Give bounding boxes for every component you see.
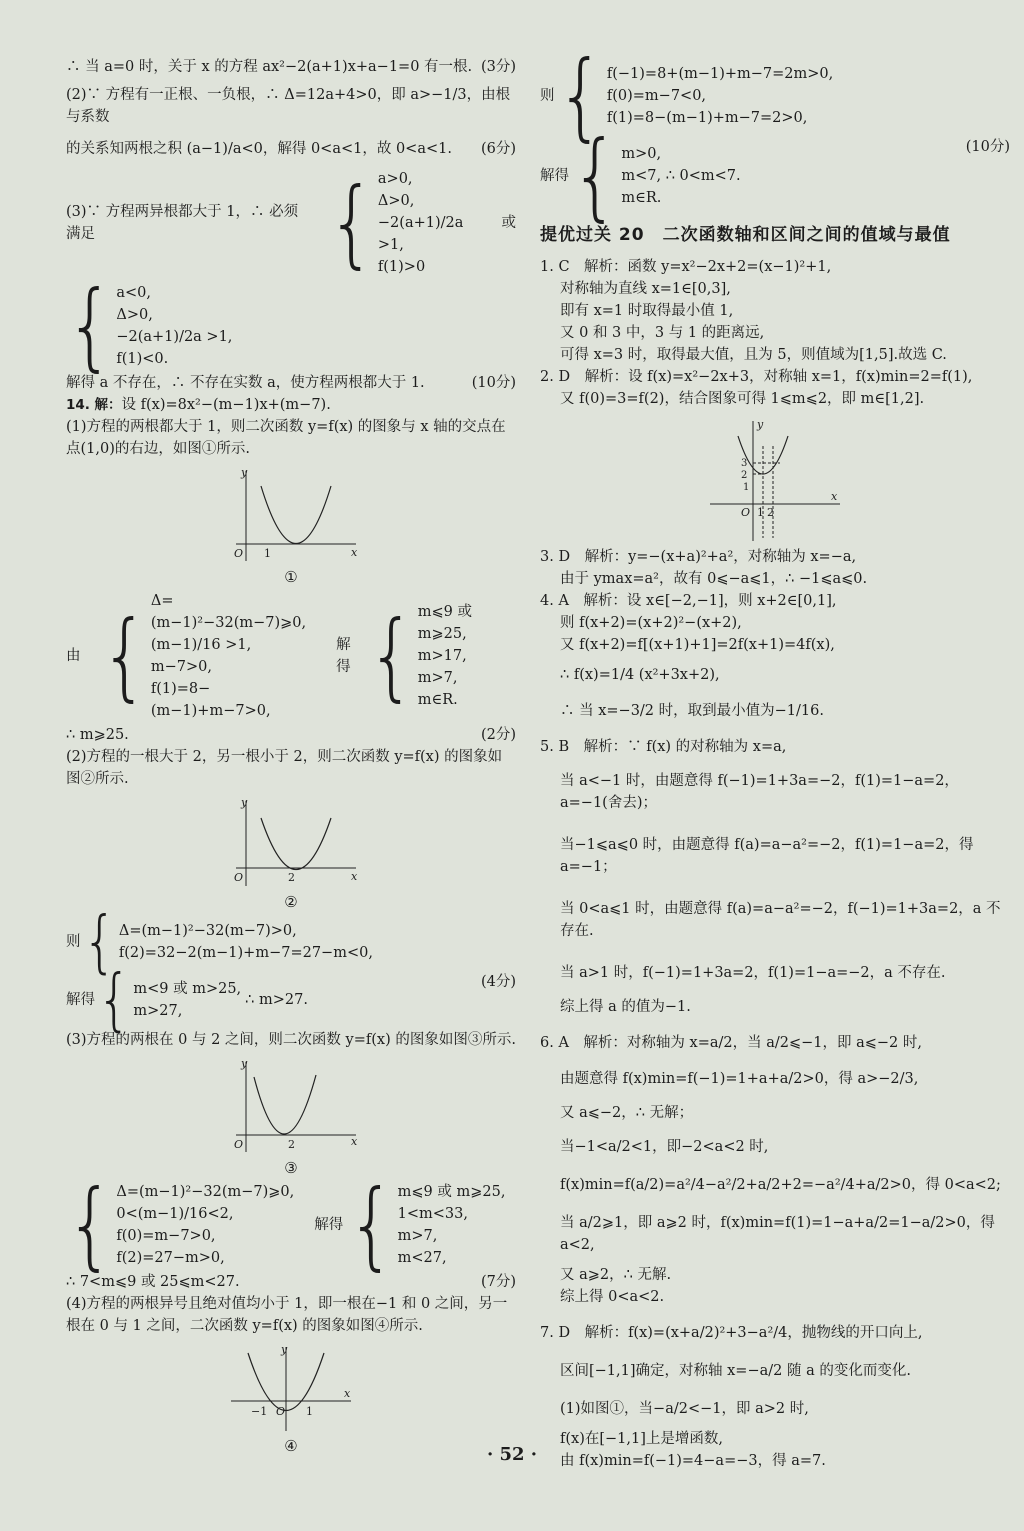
text-line: 综上得 0<a<2.: [560, 1289, 665, 1305]
text-line: 当 a<−1 时，由题意得 f(−1)=1+3a=−2，f(1)=1−a=2，a=−1(舍去)；: [560, 773, 959, 811]
score: (7分): [480, 1274, 516, 1290]
eq: f(1)=8−(m−1)+m−7>0,: [150, 681, 271, 719]
text-line: 又 f(0)=3=f(2)，结合图象可得 1⩽m⩽2，即 m∈[1,2].: [560, 391, 925, 407]
text-line: 当−1<a/2<1，即−2<a<2 时,: [560, 1139, 769, 1155]
eq: a<0,: [116, 285, 151, 301]
eq: f(1)>0: [377, 259, 426, 275]
text-line: 解得: [66, 992, 95, 1008]
eq: −2(a+1)/2a >1,: [116, 329, 233, 345]
figure-2: [216, 796, 366, 891]
eq: 0<(m−1)/16<2,: [116, 1206, 234, 1222]
score: (10分): [965, 139, 1010, 155]
eq: f(0)=m−7<0,: [606, 88, 707, 104]
text-line: 由题意得 f(x)min=f(−1)=1+a+a/2>0，得 a>−2/3,: [560, 1071, 919, 1087]
system-5-result: { m⩽9 或 m⩾25, 1<m<33, m>7, m<27,: [347, 1168, 506, 1280]
eq: m>7,: [417, 670, 458, 686]
eq: m<7, ∴ 0<m<7.: [621, 168, 741, 184]
eq: f(−1)=8+(m−1)+m−7=2m>0,: [606, 66, 834, 82]
text-line: (2)∵ 方程有一正根、一负根，∴ Δ=12a+4>0，即 a>−1/3，由根与系数: [66, 87, 511, 125]
text-line: 又 a⩾2，∴ 无解.: [560, 1267, 672, 1283]
system-3-result: { m⩽9 或 m⩾25, m>17, m>7, m∈R.: [367, 601, 516, 711]
eq: m>17,: [417, 648, 467, 664]
text-line: 4. A 解析：设 x∈[−2,−1]，则 x+2∈[0,1],: [540, 593, 837, 609]
text-line: 1. C 解析：函数 y=x²−2x+2=(x−1)²+1,: [540, 259, 832, 275]
answer-2-graph: [705, 416, 845, 546]
eq: Δ=(m−1)²−32(m−7)⩾0,: [150, 593, 307, 631]
svg-text:1: 1: [306, 1405, 313, 1418]
svg-text:1: 1: [757, 506, 764, 519]
score: (10分): [471, 375, 516, 391]
svg-text:x: x: [351, 1135, 358, 1148]
svg-text:x: x: [831, 490, 838, 503]
svg-text:2: 2: [741, 470, 748, 481]
svg-text:y: y: [241, 466, 248, 479]
text-line: 当−1⩽a⩽0 时，由题意得 f(a)=a−a²=−2，f(1)=1−a=2，得 a=−1；: [560, 837, 974, 875]
figure-caption: ④: [284, 1437, 298, 1455]
figure-4: [226, 1343, 356, 1435]
eq: Δ>0,: [116, 307, 153, 323]
text-line: 对称轴为直线 x=1∈[0,3],: [560, 281, 731, 297]
eq: m>7,: [397, 1228, 438, 1244]
text-line: 由于 ymax=a²，故有 0⩽−a⩽1，∴ −1⩽a⩽0.: [560, 571, 868, 587]
text-line: ∴ f(x)=1/4 (x²+3x+2),: [560, 667, 720, 683]
text-line: 5. B 解析：∵ f(x) 的对称轴为 x=a,: [540, 739, 787, 755]
svg-text:−1: −1: [251, 1405, 268, 1418]
text-line: 6. A 解析：对称轴为 x=a/2，当 a/2⩽−1，即 a⩽−2 时,: [540, 1035, 922, 1051]
text-line: 又 a⩽−2，∴ 无解；: [560, 1105, 694, 1121]
eq: f(2)=32−2(m−1)+m−7=27−m<0,: [118, 945, 373, 961]
text-line: 可得 x=3 时，取得最大值，且为 5，则值域为[1,5].故选 C.: [560, 347, 947, 363]
eq: f(1)<0.: [116, 351, 169, 367]
page-number: · 52 ·: [486, 1444, 538, 1465]
svg-text:O: O: [234, 871, 244, 884]
text-line: 或: [501, 215, 516, 231]
text-line: 即有 x=1 时取得最小值 1,: [560, 303, 734, 319]
text-line: 由 f(x)min=f(−1)=4−a=−3，得 a=7.: [560, 1453, 826, 1469]
text-line: (1)方程的两根都大于 1，则二次函数 y=f(x) 的图象与 x 轴的交点在点(1,0)的右边，如图①所示.: [66, 419, 506, 457]
text-line: 由: [66, 648, 81, 664]
figure-caption: ③: [284, 1159, 298, 1177]
text-line: 当 a>1 时，f(−1)=1+3a=2，f(1)=1−a=−2，a 不存在.: [560, 965, 946, 981]
text-line: 又 0 和 3 中，3 与 1 的距离远,: [560, 325, 765, 341]
text-line: 区间[−1,1]确定，对称轴 x=−a/2 随 a 的变化而变化.: [560, 1363, 911, 1379]
text-line: ∴ m⩾25.: [66, 727, 129, 743]
answer-1: [540, 256, 1010, 366]
svg-text:1: 1: [743, 482, 750, 493]
svg-text:y: y: [241, 796, 248, 809]
system-6-result: { m>0, m<7, ∴ 0<m<7. m∈R.: [571, 119, 741, 231]
text-line: ∴ m>27.: [245, 992, 308, 1008]
eq: m>27,: [133, 1003, 183, 1019]
eq: a>0,: [377, 171, 413, 187]
text-line: 设 f(x)=8x²−(m−1)x+(m−7).: [121, 397, 331, 413]
text-line: 7. D 解析：f(x)=(x+a/2)²+3−a²/4，抛物线的开口向上,: [540, 1325, 923, 1341]
eq: 1<m<33,: [397, 1206, 468, 1222]
eq: f(2)=27−m>0,: [116, 1250, 225, 1266]
answer-6: [540, 1032, 1010, 1308]
right-column: [540, 39, 1010, 1472]
text-line: 解得: [540, 168, 569, 184]
figure-3: [216, 1057, 366, 1157]
text-line: (1)如图①，当−a/2<−1，即 a>2 时,: [560, 1401, 809, 1417]
text-line: f(x)在[−1,1]上是增函数,: [560, 1431, 723, 1447]
svg-text:y: y: [757, 418, 764, 431]
text-line: ∴ 当 a=0 时，关于 x 的方程 ax²−2(a+1)x+a−1=0 有一根.: [66, 59, 473, 75]
eq: Δ>0,: [377, 193, 415, 209]
text-line: 综上得 a 的值为−1.: [560, 999, 691, 1015]
figure-1: [216, 466, 366, 566]
question-number: 14.: [66, 397, 90, 413]
eq: f(0)=m−7>0,: [116, 1228, 216, 1244]
text-line: 又 f(x+2)=f[(x+1)+1]=2f(x+1)=4f(x),: [560, 637, 835, 653]
score: (4分): [480, 974, 516, 990]
text-line: (4)方程的两根异号且绝对值均小于 1，即一根在−1 和 0 之间，另一根在 0 与 1 之间，二次函数 y=f(x) 的图象如图④所示.: [66, 1296, 508, 1334]
text-line: 则: [66, 934, 81, 950]
section-heading: 提优过关 20 二次函数轴和区间之间的值域与最值: [540, 225, 951, 245]
eq: Δ=(m−1)²−32(m−7)⩾0,: [116, 1184, 295, 1200]
eq: m∈R.: [621, 190, 662, 206]
svg-text:O: O: [234, 547, 244, 560]
svg-text:O: O: [276, 1405, 286, 1418]
system-4: { Δ=(m−1)²−32(m−7)>0, f(2)=32−2(m−1)+m−7=27−m<0,: [82, 902, 373, 981]
system-3: { Δ=(m−1)²−32(m−7)⩾0, (m−1)/16 >1, m−7>0, f(1)=8−(m−1)+m−7>0,: [101, 590, 317, 722]
text-line: 的关系知两根之积 (a−1)/a<0，解得 0<a<1，故 0<a<1.: [66, 141, 452, 157]
eq: m>0,: [621, 146, 662, 162]
text-line: f(x)min=f(a/2)=a²/4−a²/2+a/2+2=−a²/4+a/2>0，得 0<a<2;: [560, 1177, 1001, 1193]
text-line: 3. D 解析：y=−(x+a)²+a²，对称轴为 x=−a,: [540, 549, 857, 565]
text-line: ∴ 7<m⩽9 或 25⩽m<27.: [66, 1274, 240, 1290]
score: (3分): [480, 59, 516, 75]
eq: −2(a+1)/2a >1,: [377, 215, 464, 253]
answer-4: [540, 590, 1010, 722]
eq: Δ=(m−1)²−32(m−7)>0,: [118, 923, 297, 939]
answer-3: [540, 546, 1010, 590]
text-line: (2)方程的一根大于 2，另一根小于 2，则二次函数 y=f(x) 的图象如图②所示.: [66, 749, 503, 787]
text-line: 2. D 解析：设 f(x)=x²−2x+3，对称轴 x=1，f(x)min=2=f(1),: [540, 369, 973, 385]
eq: (m−1)/16 >1,: [150, 637, 252, 653]
eq: f(1)=8−(m−1)+m−7=2>0,: [606, 110, 808, 126]
svg-text:1: 1: [264, 547, 271, 560]
eq: m−7>0,: [150, 659, 212, 675]
text-line: 当 0<a⩽1 时，由题意得 f(a)=a−a²=−2，f(−1)=1+3a=2，a 不存在.: [560, 901, 1001, 939]
svg-text:y: y: [281, 1343, 288, 1356]
text-line: 解得: [314, 1217, 344, 1233]
eq: m<27,: [397, 1250, 447, 1266]
svg-text:y: y: [241, 1057, 248, 1070]
text-line: 解得 a 不存在，∴ 不存在实数 a，使方程两根都大于 1.: [66, 375, 425, 391]
text-line: 解得: [336, 637, 351, 675]
eq: m⩽9 或 m⩾25,: [417, 604, 472, 642]
svg-text:2: 2: [767, 506, 774, 519]
svg-text:x: x: [344, 1387, 351, 1400]
text-line: 则 f(x+2)=(x+2)²−(x+2),: [560, 615, 742, 631]
text-line: 则: [540, 88, 555, 104]
svg-text:x: x: [351, 870, 358, 883]
text-line: (3)∵ 方程两异根都大于 1，∴ 必须满足: [66, 204, 299, 242]
system-5: { Δ=(m−1)²−32(m−7)⩾0, 0<(m−1)/16<2, f(0)=m−7>0, f(2)=27−m>0,: [66, 1168, 295, 1280]
keyword: 解：: [94, 397, 122, 413]
system-6: { f(−1)=8+(m−1)+m−7=2m>0, f(0)=m−7<0, f(1)=8−(m−1)+m−7=2>0,: [556, 39, 834, 151]
text-line: 当 a/2⩾1，即 a⩾2 时，f(x)min=f(1)=1−a+a/2=1−a/2>0，得 a<2,: [560, 1215, 995, 1253]
svg-text:x: x: [351, 546, 358, 559]
eq: m<9 或 m>25,: [133, 981, 242, 997]
score: (6分): [480, 141, 516, 157]
eq: m⩽9 或 m⩾25,: [397, 1184, 506, 1200]
svg-text:2: 2: [288, 1138, 295, 1151]
figure-caption: ②: [284, 893, 298, 911]
eq: m∈R.: [417, 692, 458, 708]
answer-2: [540, 366, 1010, 410]
system-4-result: { m<9 或 m>25, m>27,: [97, 960, 242, 1039]
score: (2分): [480, 727, 516, 743]
text-line: (3)方程的两根在 0 与 2 之间，则二次函数 y=f(x) 的图象如图③所示.: [66, 1032, 516, 1048]
text-line: ∴ 当 x=−3/2 时，取到最小值为−1/16.: [560, 703, 824, 719]
figure-caption: ①: [284, 568, 298, 586]
svg-text:O: O: [234, 1138, 244, 1151]
answer-5: [540, 736, 1010, 1018]
left-column: [66, 56, 516, 1457]
system-1: { a>0, Δ>0, −2(a+1)/2a >1, f(1)>0: [328, 168, 482, 278]
svg-text:O: O: [741, 506, 751, 519]
svg-text:3: 3: [741, 458, 748, 469]
system-2: { a<0, Δ>0, −2(a+1)/2a >1, f(1)<0.: [66, 269, 233, 381]
svg-text:2: 2: [288, 871, 295, 884]
